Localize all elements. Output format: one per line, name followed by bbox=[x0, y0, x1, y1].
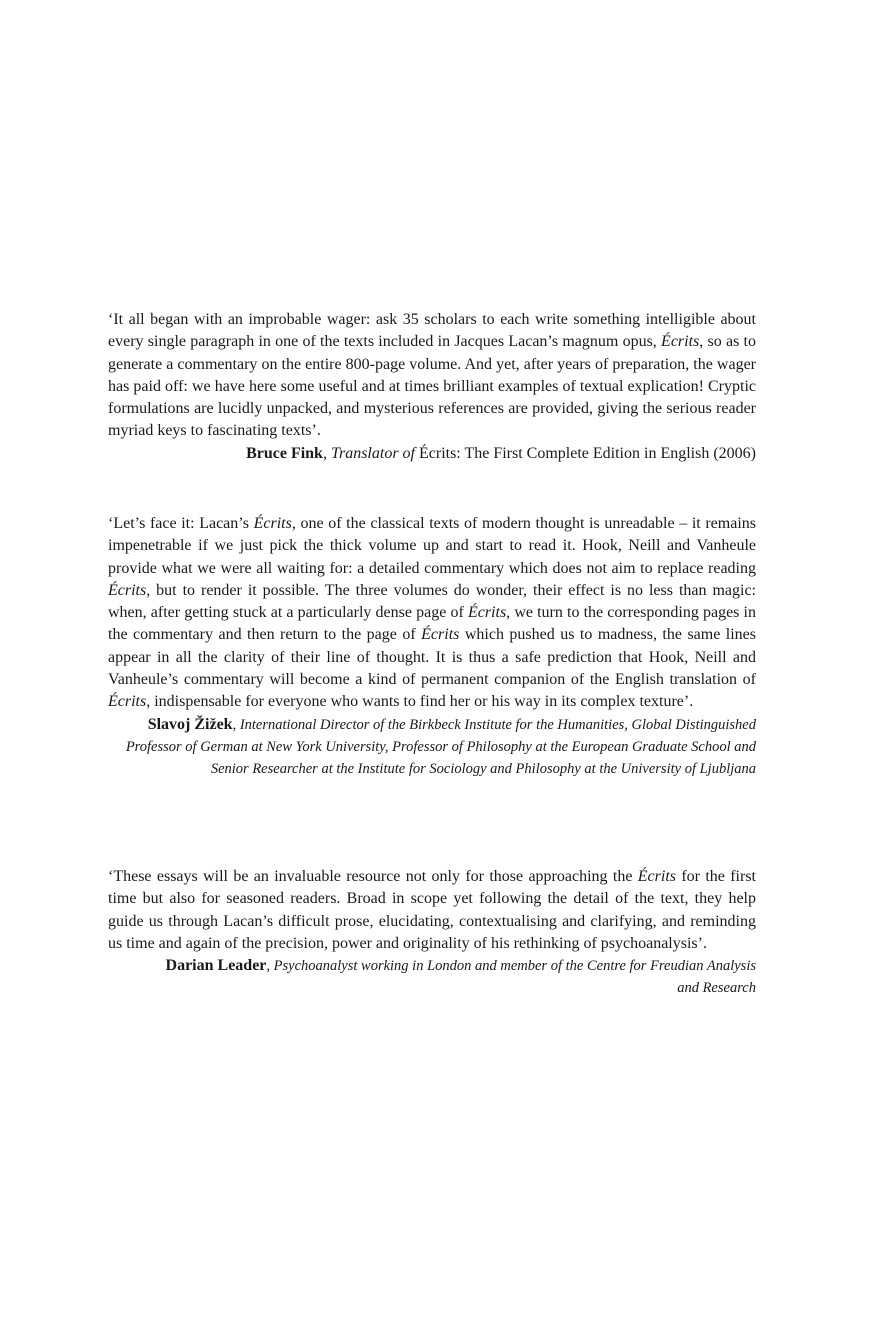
endorsement-bruce-fink bbox=[108, 309, 756, 465]
title-ecrits: Écrits bbox=[661, 333, 700, 351]
quote-text: ‘It all began with an improbable wager: ask 35 scholars to each write something intelligible about every single paragraph in one of the texts included in Jacques Lacan’s magnum opus, bbox=[108, 311, 756, 351]
endorsement-quote bbox=[108, 309, 756, 443]
author-role-italic: Translator of bbox=[330, 444, 415, 462]
quote-text: for the first time but also for seasoned readers. Broad in scope yet following the detail of the text, they help guide us through Lacan’s difficult prose, elucidating, contextualising and clarifying, and reminding us time and again of the precision, power and originality of his rethinking of psychoanalysis’. bbox=[108, 868, 756, 952]
author-role-italic: Psychoanalyst working in London and member of the Centre for Freudian Analysis and Research bbox=[273, 958, 756, 997]
title-ecrits: Écrits bbox=[421, 626, 460, 644]
title-ecrits: Écrits bbox=[467, 604, 507, 622]
quote-text: , so as to generate a commentary on the entire 800-page volume. And yet, after years of preparation, the wager has paid off: we have here some useful and at times brilliant examples of textual explication! Cryptic formulations are lucidly unpacked, and mysterious references are provided, giving the serious reader myriad keys to fascinating texts’. bbox=[108, 333, 756, 440]
endorsement-darian-leader bbox=[108, 866, 756, 1000]
endorsement-quote bbox=[108, 513, 756, 714]
title-ecrits: Écrits bbox=[253, 515, 292, 532]
endorsement-attribution: Bruce Fink, Translator of Écrits: The First Complete Edition in English (2006) bbox=[246, 444, 756, 462]
quote-text: ‘Let’s face it: Lacan’s bbox=[108, 515, 254, 532]
title-ecrits: Écrits bbox=[108, 581, 147, 599]
quote-text: , we turn to the corresponding pages in the commentary and then return to the page of bbox=[108, 604, 756, 644]
title-ecrits: Écrits bbox=[637, 868, 676, 885]
endorsement-slavoj-zizek bbox=[108, 513, 756, 781]
quote-text: , indispensable for everyone who wants to find her or his way in its complex texture’. bbox=[146, 693, 694, 711]
endorsement-attribution: Darian Leader, Psychoanalyst working in London and member of the Centre for Freudian Analysis and Research bbox=[165, 957, 756, 997]
author-role-plain: Écrits: The First Complete Edition in English (2006) bbox=[414, 444, 756, 462]
endorsement-quote bbox=[108, 866, 756, 955]
author-role-italic: International Director of the Birkbeck Institute for the Humanities, Global Distinguished Professor of German at New York University, Professor of Philosophy at the European Graduate School and Senior Researcher at the Institute for Sociology and Philosophy at the University of Ljubljana bbox=[125, 716, 756, 778]
quote-text: , but to render it possible. The three volumes do wonder, their effect is no less than magic: when, after getting stuck at a particularly dense page of bbox=[108, 581, 756, 622]
author-name: Slavoj Žižek bbox=[147, 715, 233, 733]
author-name: Darian Leader bbox=[165, 957, 267, 975]
quote-text: ‘These essays will be an invaluable resource not only for those approaching the bbox=[108, 868, 638, 885]
quote-text: which pushed us to madness, the same lines appear in all the clarity of their line of thought. It is thus a safe prediction that Hook, Neill and Vanheule’s commentary will become a kind of permanent companion of the English translation of bbox=[108, 626, 757, 689]
author-name: Bruce Fink bbox=[246, 444, 323, 462]
quote-text: , one of the classical texts of modern thought is unreadable – it remains impenetrable if we just pick the thick volume up and start to read it. Hook, Neill and Vanheule provide what we were all waiting for: a detailed commentary which does not aim to replace reading bbox=[108, 515, 757, 577]
title-ecrits: Écrits bbox=[108, 693, 147, 711]
endorsement-attribution: Slavoj Žižek, International Director of the Birkbeck Institute for the Humanities, Global Distinguished Professor of German at New York University, Professor of Philosophy at the European Graduate School and Senior Researcher at the Institute for Sociology and Philosophy at the University of Ljubljana bbox=[125, 715, 756, 778]
